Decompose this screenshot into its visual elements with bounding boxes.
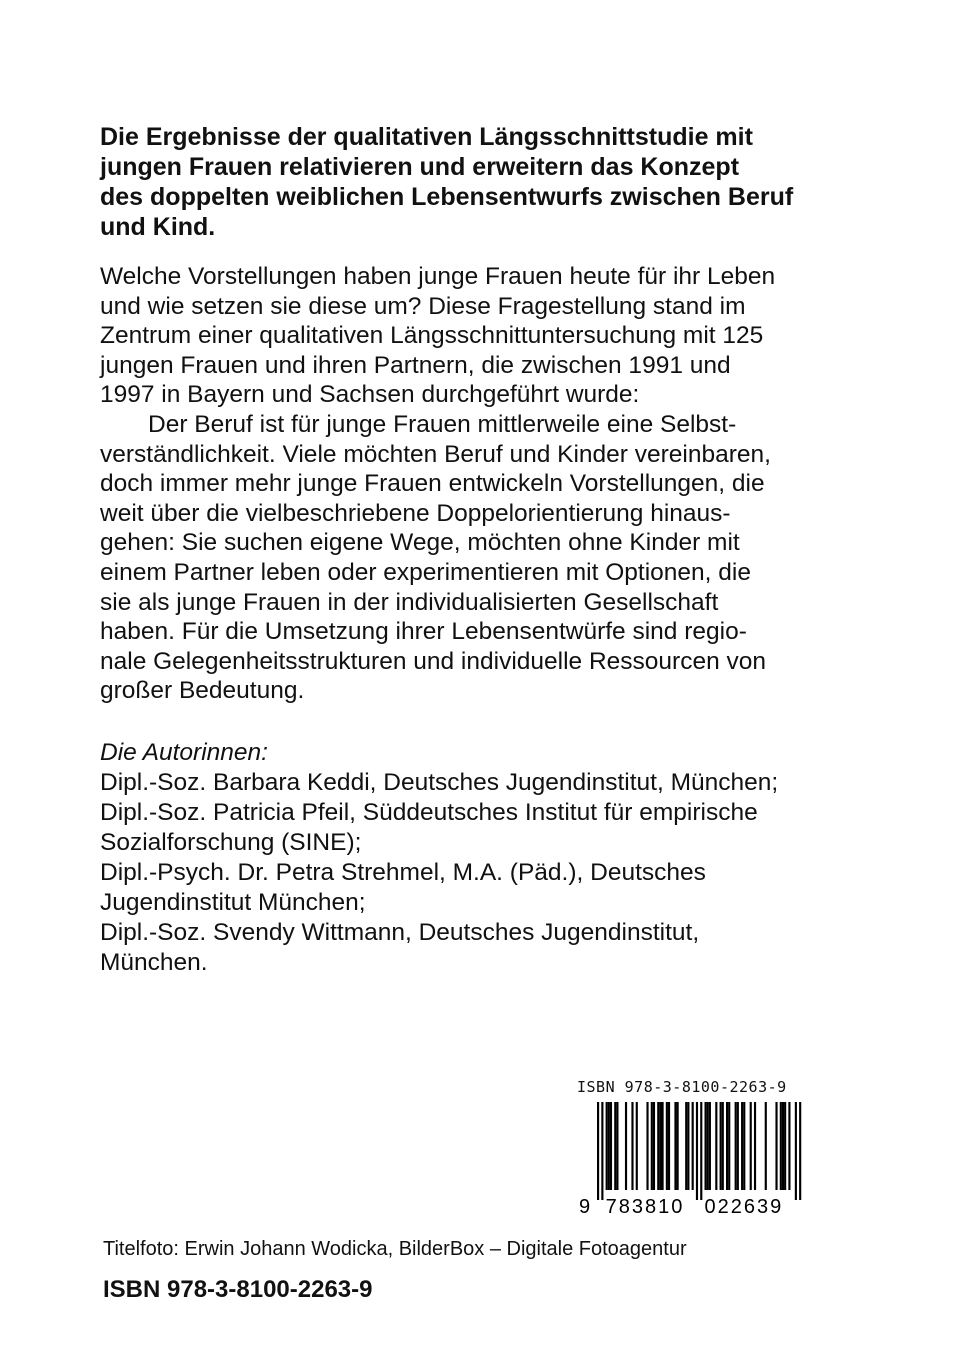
isbn-barcode (575, 1078, 825, 1218)
lead-line: Die Ergebnisse der qualitativen Längsschnittstudie mit (100, 123, 753, 151)
barcode-bar (631, 1102, 633, 1190)
author-line: Dipl.-Soz. Barbara Keddi, Deutsches Jugendinstitut, München; (100, 769, 779, 796)
author-line: Dipl.-Soz. Svendy Wittmann, Deutsches Jugendinstitut, (100, 919, 700, 946)
lead-line: des doppelten weiblichen Lebensentwurfs zwischen Beruf (100, 183, 794, 211)
body-line: Welche Vorstellungen haben junge Frauen heute für ihr Leben (100, 263, 776, 290)
barcode-bar (666, 1102, 668, 1190)
barcode-bar (799, 1102, 801, 1200)
barcode-bar (765, 1102, 767, 1190)
author-line: Dipl.-Soz. Patricia Pfeil, Süddeutsches Institut für empirische (100, 799, 758, 826)
barcode-bar (625, 1102, 627, 1190)
lead-line: jungen Frauen relativieren und erweitern das Konzept (100, 153, 740, 181)
barcode-bar (608, 1102, 610, 1190)
body-line: weit über die vielbeschriebene Doppelorientierung hinaus- (100, 499, 731, 527)
body-line: einem Partner leben oder experimentieren mit Optionen, die (100, 558, 751, 586)
barcode-right-digits: 022639 (704, 1196, 784, 1218)
barcode-bar (775, 1102, 777, 1190)
barcode-bar (720, 1102, 722, 1190)
barcode-bar (795, 1102, 797, 1200)
barcode-bar (741, 1102, 743, 1190)
barcode-left-digits: 783810 (605, 1196, 685, 1218)
body-line: und wie setzen sie diese um? Diese Fragestellung stand im (100, 292, 746, 320)
barcode-bar (610, 1102, 612, 1190)
barcode-bar (715, 1102, 717, 1190)
barcode-bar (659, 1102, 661, 1190)
barcode-bar (700, 1102, 702, 1200)
body-line: großer Bedeutung. (100, 677, 305, 705)
barcode-bar (685, 1102, 687, 1190)
body-line: gehen: Sie suchen eigene Wege, möchten ohne Kinder mit (100, 529, 740, 557)
barcode-bar (705, 1102, 707, 1190)
barcode-bar (601, 1102, 603, 1200)
barcode-bar (750, 1102, 752, 1190)
lead-paragraph (100, 122, 880, 242)
barcode-bar (597, 1102, 599, 1200)
barcode-image (575, 1100, 825, 1218)
barcode-bar (696, 1102, 698, 1200)
author-line: München. (100, 949, 208, 976)
barcode-bar (728, 1102, 730, 1190)
barcode-bar (784, 1102, 786, 1190)
barcode-bar (651, 1102, 653, 1190)
body-line: doch immer mehr junge Frauen entwickeln Vorstellungen, die (100, 470, 765, 498)
author-line: Sozialforschung (SINE); (100, 829, 362, 856)
barcode-first-digit: 9 (579, 1196, 593, 1218)
author-line: Dipl.-Psych. Dr. Petra Strehmel, M.A. (Päd.), Deutsches (100, 859, 706, 886)
authors-section (100, 738, 880, 978)
barcode-bar (657, 1102, 659, 1190)
barcode-isbn-label: ISBN 978-3-8100-2263-9 (577, 1078, 787, 1096)
photo-credit: Titelfoto: Erwin Johann Wodicka, BilderBox – Digitale Fotoagentur (103, 1238, 687, 1260)
body-line: verständlichkeit. Viele möchten Beruf und Kinder vereinbaren, (100, 440, 771, 468)
body-line: Der Beruf ist für junge Frauen mittlerweile eine Selbst- (148, 410, 737, 438)
barcode-bar (677, 1102, 679, 1190)
lead-line: und Kind. (100, 213, 216, 241)
body-paragraph (100, 262, 880, 706)
authors-heading: Die Autorinnen: (100, 739, 268, 766)
barcode-bar (782, 1102, 784, 1190)
body-line: haben. Für die Umsetzung ihrer Lebensentwürfe sind regio- (100, 618, 747, 646)
barcode-bar (743, 1102, 745, 1190)
barcode-bar (653, 1102, 655, 1190)
body-line: sie als junge Frauen in der individualisierten Gesellschaft (100, 588, 719, 616)
barcode-bar (735, 1102, 737, 1190)
body-line: jungen Frauen und ihren Partnern, die zwischen 1991 und (100, 351, 731, 379)
barcode-bar (788, 1102, 790, 1190)
barcode-bar (722, 1102, 724, 1190)
barcode-bar (709, 1102, 711, 1190)
author-line: Jugendinstitut München; (100, 889, 366, 916)
barcode-bar (662, 1102, 664, 1190)
body-line: Zentrum einer qualitativen Längsschnittuntersuchung mit 125 (100, 322, 764, 350)
barcode-bar (646, 1102, 648, 1190)
barcode-bar (754, 1102, 756, 1190)
barcode-bar (780, 1102, 782, 1190)
barcode-bar (674, 1102, 676, 1190)
body-line: nale Gelegenheitsstrukturen und individuelle Ressourcen von (100, 647, 766, 675)
barcode-bar (636, 1102, 638, 1190)
barcode-bar (606, 1102, 608, 1190)
barcode-bar (692, 1102, 694, 1190)
barcode-bar (707, 1102, 709, 1190)
barcode-bar (687, 1102, 689, 1190)
barcode-bar (614, 1102, 616, 1190)
barcode-bar (616, 1102, 618, 1190)
isbn-number: ISBN 978-3-8100-2263-9 (103, 1276, 373, 1303)
barcode-bar (726, 1102, 728, 1190)
barcode-bar (737, 1102, 739, 1190)
body-line: 1997 in Bayern und Sachsen durchgeführt wurde: (100, 381, 640, 409)
barcode-bar (668, 1102, 670, 1190)
